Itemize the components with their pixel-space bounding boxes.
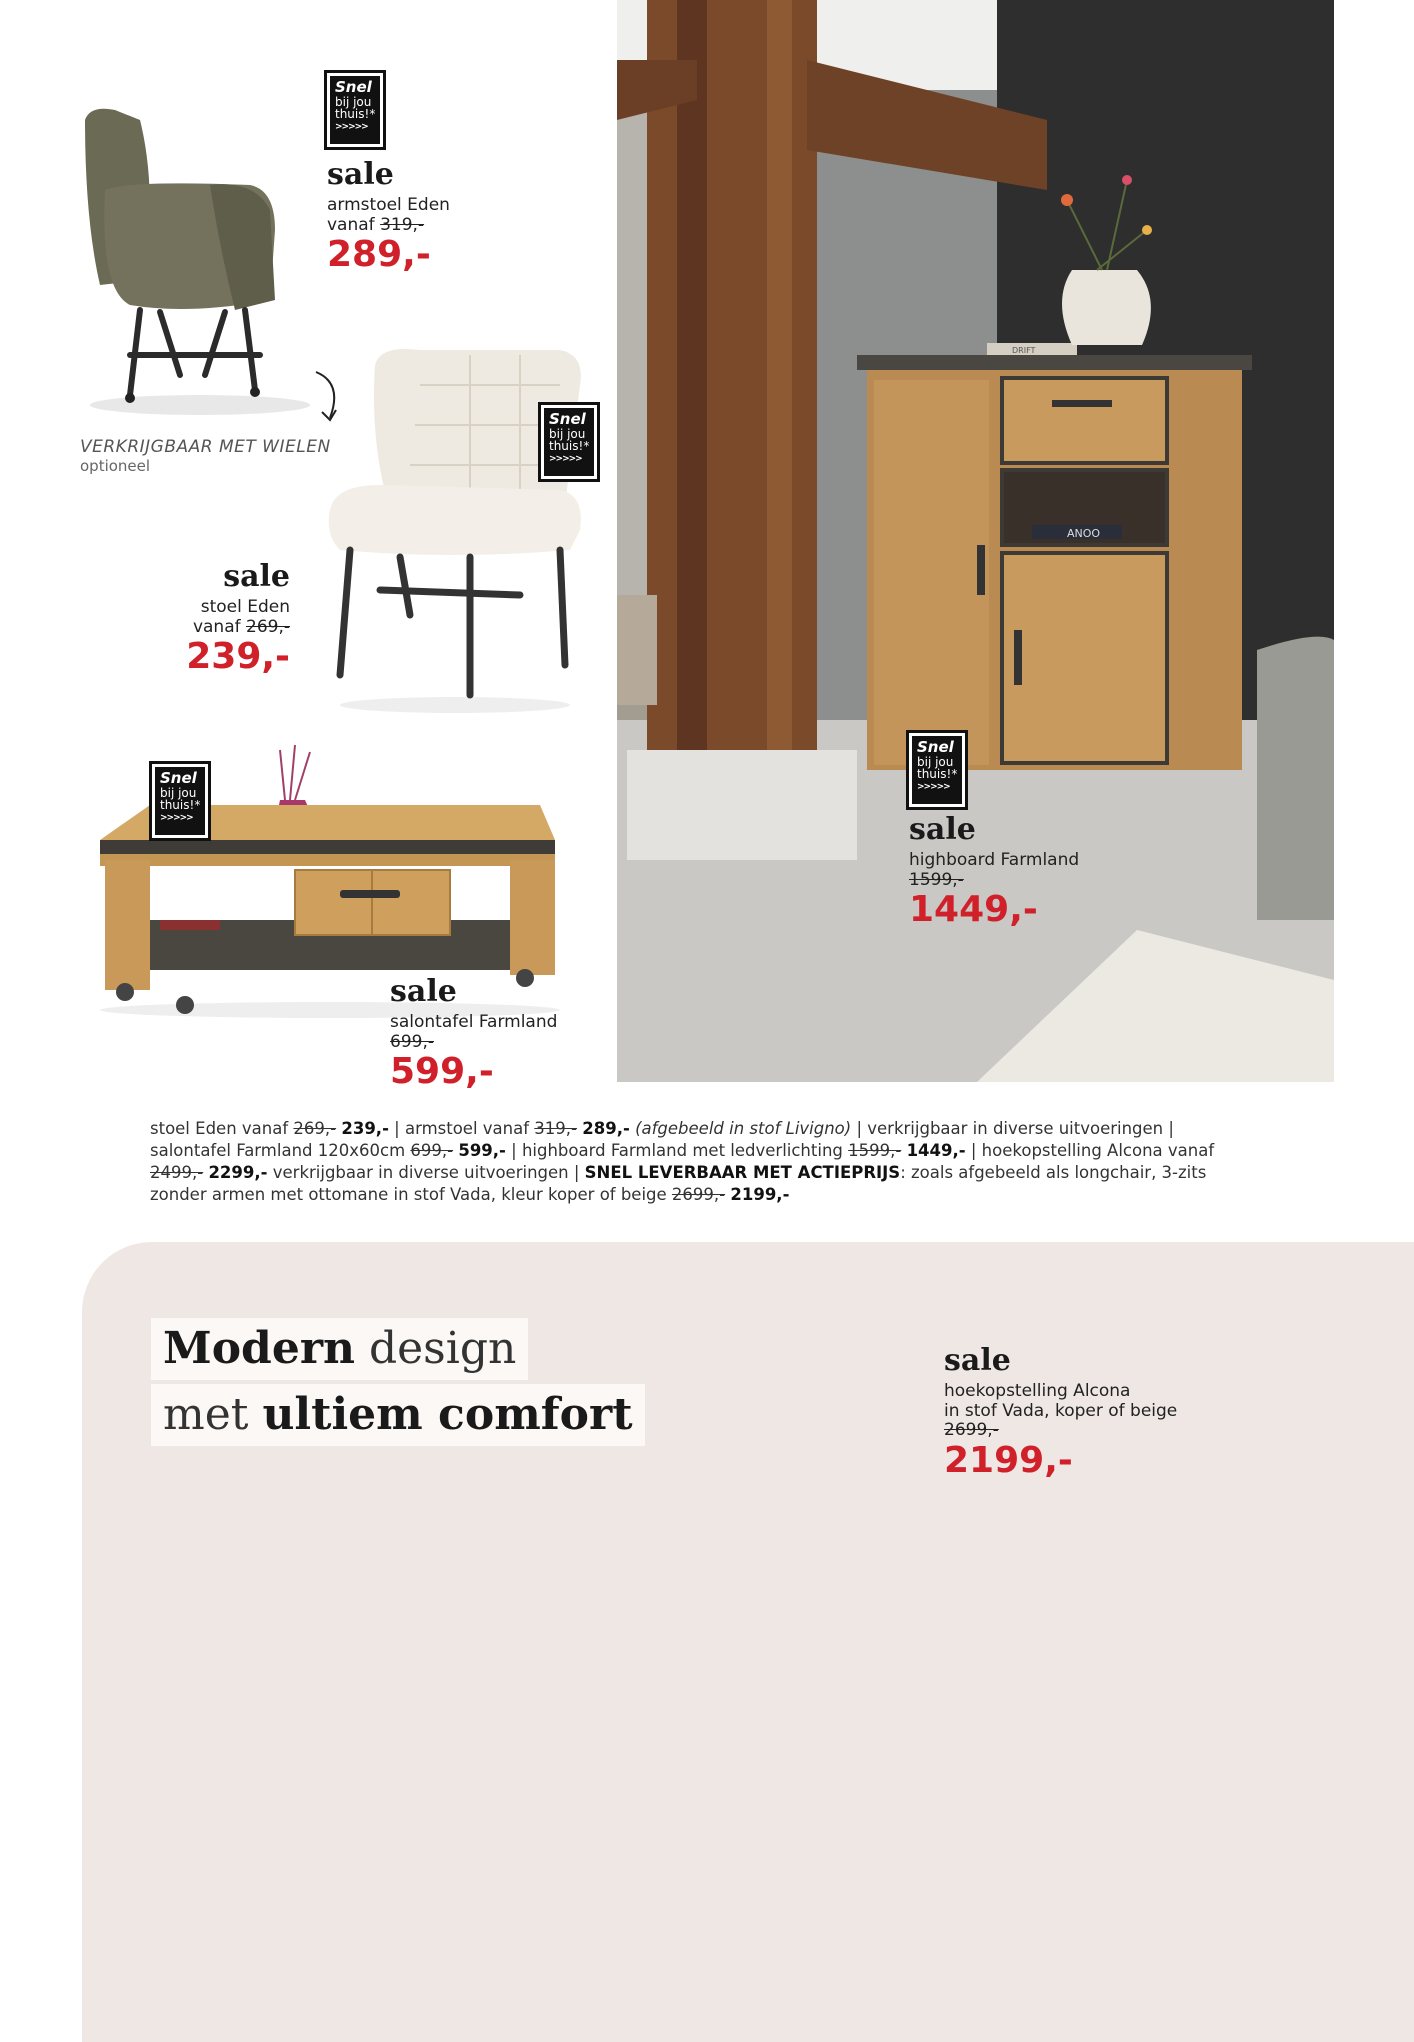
old-price: 699,- (390, 1031, 434, 1052)
product-price-line (150, 618, 290, 638)
product-hoekopstelling (944, 1343, 1178, 1481)
headline-line2 (151, 1384, 645, 1446)
product-name-2: in stof Vada, koper of beige (944, 1400, 1178, 1421)
badge-arrows: >>>>> (549, 453, 582, 464)
product-name: stoel Eden (200, 597, 290, 617)
product-salontafel (390, 974, 558, 1093)
headline-word: Modern (163, 1323, 355, 1374)
badge-line3: thuis!* (160, 798, 201, 813)
badge-line2: bij jou (335, 94, 372, 109)
wheels-note-sub: optioneel (80, 457, 151, 475)
desc-text: verkrijgbaar in diverse uitvoeringen | (267, 1163, 585, 1182)
desc-new-price: 2199,- (730, 1185, 790, 1204)
badge-line3: thuis!* (917, 767, 958, 782)
badge-arrows: >>>>> (160, 812, 193, 823)
desc-new-price: 239,- (341, 1119, 389, 1138)
sale-price: 2199,- (944, 1439, 1073, 1481)
headline-word: ultiem comfort (262, 1389, 633, 1440)
old-price: 269,- (246, 616, 290, 637)
old-price: 319,- (380, 214, 425, 235)
desc-text: : zoals afgebeeld als longchair, 3-zits zonder armen met ottomane in stof Vada, kleur koper of beige (150, 1163, 1207, 1204)
desc-text: | highboard Farmland met ledverlichting (505, 1141, 849, 1160)
headline-line1 (151, 1318, 528, 1380)
badge-line3: thuis!* (549, 439, 590, 454)
badge-line2: bij jou (160, 785, 197, 800)
desc-old-price: 699,- (410, 1141, 454, 1160)
desc-new-price: 289,- (582, 1119, 630, 1138)
badge-line1: Snel (335, 78, 372, 96)
badge-line1: Snel (917, 738, 954, 756)
product-name: highboard Farmland (909, 850, 1080, 870)
sale-price: 289,- (327, 234, 431, 276)
headline-word: met (163, 1389, 263, 1440)
snel-badge (909, 733, 965, 807)
desc-italic: (afgebeeld in stof Livigno) (635, 1119, 852, 1138)
sale-label: sale (327, 157, 394, 192)
snel-badge (152, 764, 208, 838)
snel-badge (327, 73, 383, 147)
desc-text: | armstoel vanaf (388, 1119, 535, 1138)
wheels-note-title: VERKRIJGBAAR MET WIELEN (80, 437, 331, 457)
badge-line1: Snel (549, 410, 586, 428)
interior-photo (617, 0, 1334, 1082)
badge-line2: bij jou (917, 754, 954, 769)
old-price: 2699,- (944, 1420, 999, 1441)
wheels-note (80, 437, 331, 475)
snel-badge (541, 405, 597, 479)
price-prefix: vanaf (327, 214, 375, 235)
sale-label: sale (944, 1343, 1011, 1378)
badge-line2: bij jou (549, 426, 586, 441)
desc-old-price: 1599,- (848, 1141, 902, 1160)
desc-old-price: 2699,- (671, 1185, 726, 1204)
desc-text: stoel Eden vanaf (150, 1119, 294, 1138)
sale-label: sale (223, 559, 290, 594)
box-text: DRIFT (1012, 346, 1036, 355)
sale-label: sale (909, 812, 976, 847)
badge-line1: Snel (160, 769, 197, 787)
desc-old-price: 2499,- (150, 1163, 204, 1182)
desc-text: | hoekopstelling Alcona vanaf (965, 1141, 1215, 1160)
sale-price: 1449,- (909, 889, 1038, 931)
product-price-line (327, 216, 450, 236)
armchair-eden-image (70, 100, 320, 420)
product-armstoel (327, 157, 450, 276)
sale-price: 599,- (390, 1051, 494, 1093)
chair-eden-image (320, 345, 590, 715)
product-name: armstoel Eden (327, 195, 450, 215)
desc-new-price: 599,- (458, 1141, 506, 1160)
product-stoel (150, 559, 290, 678)
badge-line3: thuis!* (335, 107, 376, 122)
sale-price: 239,- (186, 636, 290, 678)
product-name: hoekopstelling Alcona (944, 1381, 1131, 1401)
book-spine-text: ANOO (1067, 527, 1101, 540)
product-description (150, 1118, 1260, 1206)
product-name: salontafel Farmland (390, 1012, 558, 1032)
badge-arrows: >>>>> (335, 121, 368, 132)
desc-text: | verkrijgbaar in diverse uitvoeringen | salontafel Farmland 120x60cm (150, 1119, 1174, 1160)
price-prefix: vanaf (192, 616, 241, 637)
sale-label: sale (390, 974, 457, 1009)
desc-new-price: 2299,- (208, 1163, 268, 1182)
desc-old-price: 269,- (293, 1119, 337, 1138)
headline-word: design (354, 1323, 517, 1374)
badge-arrows: >>>>> (917, 781, 950, 792)
desc-bold: SNEL LEVERBAAR MET ACTIEPRIJS (584, 1163, 901, 1182)
desc-new-price: 1449,- (906, 1141, 966, 1160)
old-price: 1599,- (909, 869, 964, 890)
product-highboard (909, 812, 1080, 931)
desc-old-price: 319,- (534, 1119, 577, 1138)
